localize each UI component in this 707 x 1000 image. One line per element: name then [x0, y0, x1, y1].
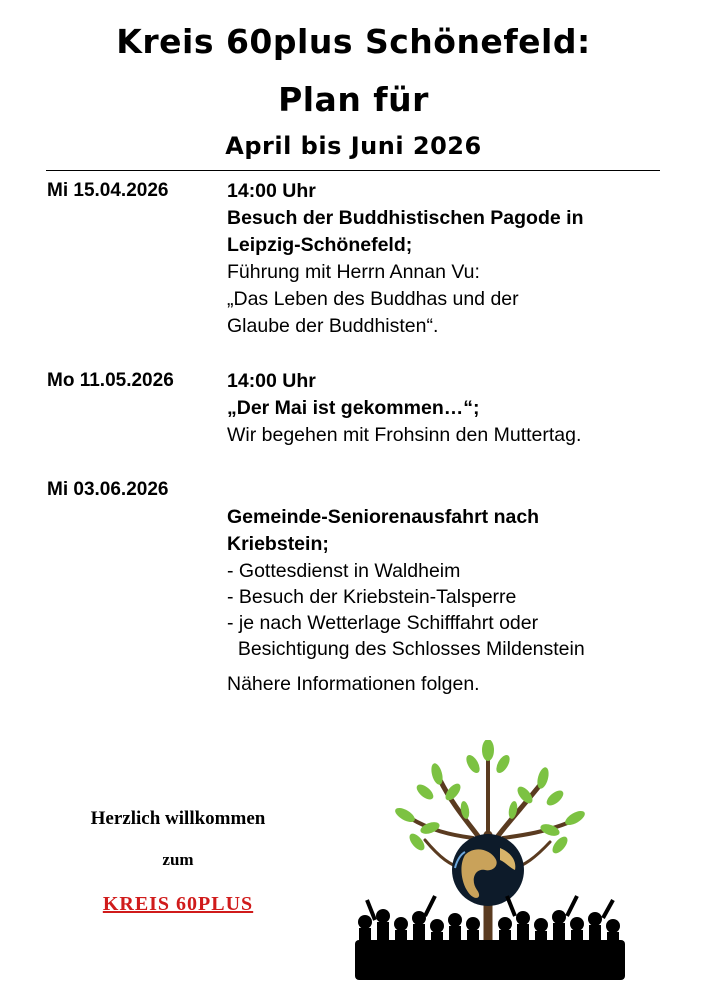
page-title-line2: Plan für [278, 80, 429, 119]
event-detail-line: Besichtigung des Schlosses Mildenstein [227, 638, 585, 660]
event-date: Mo 11.05.2026 [47, 370, 174, 391]
globe [452, 834, 524, 906]
event-detail-line: Wir begehen mit Frohsinn den Muttertag. [227, 424, 582, 446]
event-title-line: „Der Mai ist gekommen…“; [227, 397, 480, 419]
event-title-line: Gemeinde-Seniorenausfahrt nach [227, 506, 540, 528]
event-detail-line: - Besuch der Kriebstein-Talsperre [227, 586, 517, 608]
event-detail-line: Glaube der Buddhisten“. [227, 315, 439, 337]
event-detail-line: „Das Leben des Buddhas und der [227, 288, 519, 310]
event-title-line: Leipzig-Schönefeld; [227, 234, 413, 256]
page-title-line1: Kreis 60plus Schönefeld: [116, 22, 591, 61]
event-note: Nähere Informationen folgen. [227, 673, 480, 695]
page-subtitle: April bis Juni 2026 [225, 132, 482, 160]
brand-logo-text: KREIS 60PLUS [102, 893, 254, 915]
event-date: Mi 03.06.2026 [47, 479, 169, 500]
event-title-line: Kriebstein; [227, 533, 329, 555]
event-time: 14:00 Uhr [227, 370, 316, 392]
event-title-line: Besuch der Buddhistischen Pagode in [227, 207, 584, 229]
welcome-line2: zum [162, 850, 194, 869]
header-divider [46, 170, 660, 171]
event-time: 14:00 Uhr [227, 180, 316, 202]
tree-globe-people-icon [355, 740, 625, 990]
event-detail-line: Führung mit Herrn Annan Vu: [227, 261, 480, 283]
event-detail-line: - Gottesdienst in Waldheim [227, 560, 461, 582]
event-detail-line: - je nach Wetterlage Schifffahrt oder [227, 612, 539, 634]
event-date: Mi 15.04.2026 [47, 180, 169, 201]
welcome-line1: Herzlich willkommen [90, 808, 266, 829]
